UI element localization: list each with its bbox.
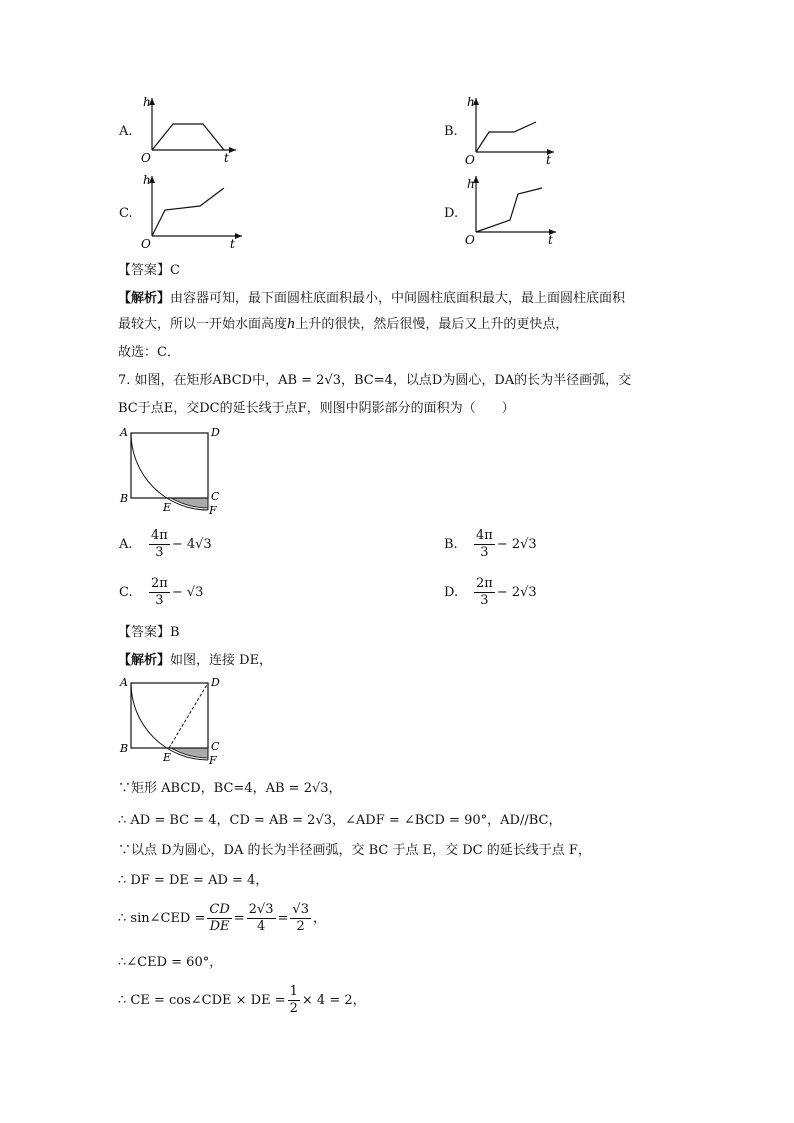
axis-t-label: t bbox=[546, 153, 551, 164]
q7-stem-line-1: 7. 如图，在矩形ABCD中，AB = 2√3，BC=4，以点D为圆心，DA的长为半径画弧，交 bbox=[118, 373, 632, 388]
option-label: B. bbox=[444, 124, 458, 139]
choice-tail: − 2√3 bbox=[496, 537, 537, 552]
q6-conclusion: 故选：C． bbox=[118, 345, 180, 360]
graph-c bbox=[138, 172, 248, 250]
axis-h-label: h bbox=[143, 95, 151, 109]
analysis-text: 由容器可知，最下面圆柱底面积最小，中间圆柱底面积最大，最上面圆柱底面积 bbox=[170, 291, 626, 306]
q6-analysis-line-1 bbox=[118, 290, 625, 308]
q7-step-1: ∵矩形 ABCD，BC=4，AB = 2√3， bbox=[118, 781, 342, 796]
point-e-label: E bbox=[163, 501, 172, 514]
q7-step-4: ∴ DF = DE = AD = 4， bbox=[118, 873, 269, 888]
choice-d[interactable] bbox=[444, 576, 537, 609]
option-label: C. bbox=[119, 206, 133, 221]
choice-fraction: $\frac{4\pi}{3}$ bbox=[476, 528, 493, 560]
choice-fraction: $\frac{2\pi}{3}$ bbox=[151, 576, 168, 608]
graph-a bbox=[138, 94, 238, 164]
point-e-label: E bbox=[163, 751, 172, 764]
origin-label: O bbox=[141, 151, 151, 164]
axis-t-label: t bbox=[548, 233, 553, 247]
q7-sin-line: ∴ sin∠CED = $\frac{CD}{DE}$ = $\frac{2√3}{4}$ = $\frac{√3}{2}$ ， bbox=[118, 902, 326, 934]
choice-fraction: $\frac{2\pi}{3}$ bbox=[476, 576, 493, 608]
q7-angle-line: ∴∠CED = 60°， bbox=[118, 955, 223, 970]
option-label: A. bbox=[119, 124, 133, 139]
choice-tail: − 4√3 bbox=[171, 537, 212, 552]
q7-step-3: ∵以点 D为圆心，DA 的长为半径画弧，交 BC 于点 E，交 DC 的延长线于点 F， bbox=[118, 843, 591, 858]
point-f-label: F bbox=[209, 504, 217, 517]
point-a-label: A bbox=[120, 426, 128, 439]
graph-d bbox=[462, 172, 562, 250]
point-c-label: C bbox=[211, 740, 220, 753]
q7-answer: 【答案】B bbox=[118, 625, 180, 640]
origin-label: O bbox=[465, 153, 475, 164]
point-c-label: C bbox=[211, 490, 220, 503]
q7-step-2: ∴ AD = BC = 4，CD = AB = 2√3，∠ADF = ∠BCD = 90°，AD//BC， bbox=[118, 813, 562, 828]
ce-fraction: $\frac{1}{2}$ bbox=[289, 984, 298, 1016]
choice-c[interactable] bbox=[119, 576, 203, 609]
analysis-text: 上升的很快，然后很慢，最后又上升的更快点， bbox=[295, 317, 569, 332]
choice-letter: A. bbox=[119, 537, 133, 552]
point-d-label: D bbox=[211, 676, 220, 689]
q7-analysis-intro bbox=[118, 652, 272, 670]
point-b-label: B bbox=[120, 742, 129, 755]
point-d-label: D bbox=[211, 426, 220, 439]
q7-stem-line-2: BC于点E，交DC的延长线于点F，则图中阴影部分的面积为（ ） bbox=[118, 401, 515, 416]
axis-h-label: h bbox=[467, 177, 475, 191]
ce-prefix: ∴ CE = cos∠CDE × DE = bbox=[118, 992, 286, 1008]
sin-fraction-3: $\frac{√3}{2}$ bbox=[292, 902, 309, 934]
origin-label: O bbox=[465, 233, 475, 247]
choice-letter: D. bbox=[444, 585, 459, 600]
sin-fraction-1: $\frac{CD}{DE}$ bbox=[209, 902, 230, 934]
option-label: D. bbox=[444, 206, 459, 221]
q7-ce-line bbox=[118, 984, 366, 1017]
q6-analysis-line-2 bbox=[118, 316, 568, 334]
axis-t-label: t bbox=[224, 151, 229, 164]
sin-prefix: ∴ sin∠CED = bbox=[118, 910, 206, 926]
choice-fraction: $\frac{4\pi}{3}$ bbox=[151, 528, 168, 560]
graph-b bbox=[462, 94, 562, 164]
choice-a[interactable] bbox=[119, 528, 212, 561]
sin-end: ， bbox=[312, 910, 326, 926]
ce-tail: × 4 = 2， bbox=[301, 992, 366, 1008]
axis-h-label: h bbox=[467, 95, 475, 109]
point-f-label: F bbox=[209, 754, 217, 767]
analysis-text: 最较大，所以一开始水面高度 bbox=[118, 317, 288, 332]
sin-fraction-2: $\frac{2√3}{4}$ bbox=[248, 902, 274, 934]
q7-figure-2 bbox=[116, 674, 226, 768]
choice-tail: − 2√3 bbox=[496, 585, 537, 600]
point-a-label: A bbox=[120, 676, 128, 689]
point-b-label: B bbox=[120, 492, 129, 505]
axis-t-label: t bbox=[230, 237, 235, 250]
choice-b[interactable] bbox=[444, 528, 537, 561]
q6-answer: 【答案】C bbox=[118, 263, 180, 278]
analysis-head: 【解析】 bbox=[118, 653, 171, 668]
analysis-text: 如图，连接 DE， bbox=[170, 653, 273, 668]
origin-label: O bbox=[141, 237, 151, 250]
axis-h-label: h bbox=[143, 173, 151, 187]
choice-letter: B. bbox=[444, 537, 458, 552]
choice-letter: C. bbox=[119, 585, 133, 600]
analysis-var: h bbox=[287, 317, 296, 332]
analysis-head: 【解析】 bbox=[118, 291, 171, 306]
q7-figure bbox=[116, 424, 226, 518]
choice-tail: − √3 bbox=[171, 585, 204, 600]
